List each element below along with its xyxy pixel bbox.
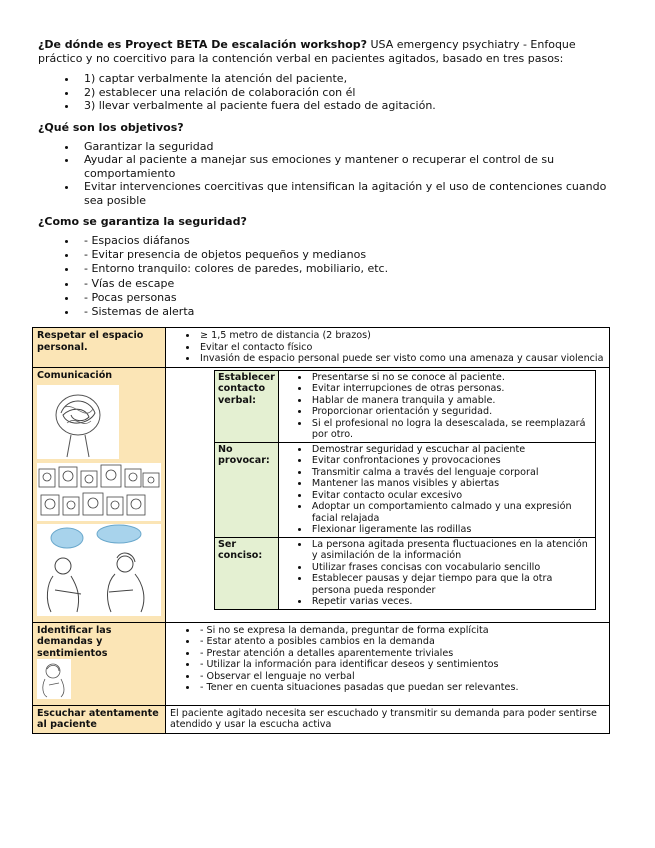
space-content — [166, 328, 610, 368]
needs-item: • - Utilizar la información para identificar deseos y sentimientos — [198, 659, 605, 671]
provoke-item: • Mantener las manos visibles y abiertas — [310, 478, 592, 490]
communication-inner-table — [214, 370, 596, 610]
tangled-head-illustration — [37, 385, 119, 459]
inner-row-contact — [215, 370, 596, 442]
security-item: • - Sistemas de alerta — [78, 305, 618, 319]
intro-text: USA emergency psychiatry - Enfoque práctico y no coercitivo para la contención verbal en pacientes agitados, basado en tres pasos: — [38, 38, 576, 65]
contact-item: • Presentarse si no se conoce al paciente. — [310, 372, 592, 384]
security-list — [38, 234, 618, 319]
provoke-item: • Flexionar ligeramente las rodillas — [310, 524, 592, 536]
needs-label: Identificar las demandas y sentimientos — [37, 624, 112, 659]
objective-item: • Garantizar la seguridad — [78, 140, 618, 154]
security-heading: ¿Como se garantiza la seguridad? — [38, 215, 247, 228]
provoke-label: No provocar: — [215, 442, 279, 537]
contact-label: Establecer contacto verbal: — [215, 370, 279, 442]
objectives-heading: ¿Qué son los objetivos? — [38, 120, 184, 134]
emotions-faces-illustration — [37, 463, 161, 521]
needs-item: • - Si no se expresa la demanda, preguntar de forma explícita — [198, 625, 605, 637]
provoke-content — [278, 442, 595, 537]
communication-illustrations — [37, 385, 161, 620]
provoke-item: • Evitar confrontaciones y provocaciones — [310, 455, 592, 467]
space-item: • Invasión de espacio personal puede ser visto como una amenaza y causar violencia — [198, 353, 605, 365]
security-item: • - Evitar presencia de objetos pequeños y medianos — [78, 248, 618, 262]
security-item: • - Vías de escape — [78, 277, 618, 291]
needs-item: • - Estar atento a posibles cambios en la demanda — [198, 636, 605, 648]
objective-item: • Ayudar al paciente a manejar sus emociones y mantener o recuperar el control de su comportamiento — [78, 153, 618, 180]
security-item: • - Entorno tranquilo: colores de paredes, mobiliario, etc. — [78, 262, 618, 276]
concise-item: • La persona agitada presenta fluctuaciones en la atención y asimilación de la información — [310, 539, 592, 562]
objective-item: • Evitar intervenciones coercitivas que intensifican la agitación y el uso de contenciones cuando sea posible — [78, 180, 618, 207]
space-label: Respetar el espacio personal. — [33, 328, 166, 368]
needs-list — [170, 625, 605, 694]
concise-item: • Repetir varias veces. — [310, 596, 592, 608]
contact-list — [282, 372, 592, 441]
intro-paragraph — [38, 38, 618, 66]
step-item: • 1) captar verbalmente la atención del paciente, — [78, 72, 618, 86]
concise-label: Ser conciso: — [215, 537, 279, 609]
contact-item: • Si el profesional no logra la desescalada, se reemplazará por otro. — [310, 418, 592, 441]
concise-list — [282, 539, 592, 608]
provoke-item: • Demostrar seguridad y escuchar al paciente — [310, 444, 592, 456]
communication-label: Comunicación — [37, 369, 113, 381]
space-list — [170, 330, 605, 365]
dialogue-illustration — [37, 524, 161, 616]
contact-item: • Hablar de manera tranquila y amable. — [310, 395, 592, 407]
communication-label-cell — [33, 367, 166, 622]
intro-question: ¿De dónde es Proyect BETA De escalación workshop? — [38, 38, 367, 51]
table-row-space — [33, 328, 610, 368]
step-item: • 2) establecer una relación de colaboración con él — [78, 86, 618, 100]
security-item: • - Espacios diáfanos — [78, 234, 618, 248]
document-page — [38, 38, 618, 734]
needs-item: • - Prestar atención a detalles aparentemente triviales — [198, 648, 605, 660]
concise-item: • Establecer pausas y dejar tiempo para que la otra persona pueda responder — [310, 573, 592, 596]
needs-item: • - Tener en cuenta situaciones pasadas que puedan ser relevantes. — [198, 682, 605, 694]
step-item: • 3) llevar verbalmente al paciente fuera del estado de agitación. — [78, 99, 618, 113]
provoke-list — [282, 444, 592, 536]
provoke-item: • Adoptar un comportamiento calmado y una expresión facial relajada — [310, 501, 592, 524]
listen-text: El paciente agitado necesita ser escuchado y transmitir su demanda para poder sentirse atendido y usar la escucha activa — [166, 705, 610, 733]
table-row-listen — [33, 705, 610, 733]
needs-item: • - Observar el lenguaje no verbal — [198, 671, 605, 683]
provoke-item: • Transmitir calma a través del lenguaje corporal — [310, 467, 592, 479]
space-item: • ≥ 1,5 metro de distancia (2 brazos) — [198, 330, 605, 342]
contact-content — [278, 370, 595, 442]
space-item: • Evitar el contacto físico — [198, 342, 605, 354]
deescalation-table — [32, 327, 610, 734]
steps-list — [38, 72, 618, 113]
table-row-communication — [33, 367, 610, 622]
needs-content — [166, 622, 610, 705]
security-item: • - Pocas personas — [78, 291, 618, 305]
objectives-list — [38, 140, 618, 208]
inner-row-concise — [215, 537, 596, 609]
needs-label-cell — [33, 622, 166, 705]
contact-item: • Evitar interrupciones de otras personas. — [310, 383, 592, 395]
table-row-needs — [33, 622, 610, 705]
listen-label: Escuchar atentamente al paciente — [33, 705, 166, 733]
communication-content — [166, 367, 610, 622]
contact-item: • Proporcionar orientación y seguridad. — [310, 406, 592, 418]
provoke-item: • Evitar contacto ocular excesivo — [310, 490, 592, 502]
thinking-person-illustration — [37, 659, 71, 699]
inner-row-provoke — [215, 442, 596, 537]
concise-content — [278, 537, 595, 609]
concise-item: • Utilizar frases concisas con vocabulario sencillo — [310, 562, 592, 574]
